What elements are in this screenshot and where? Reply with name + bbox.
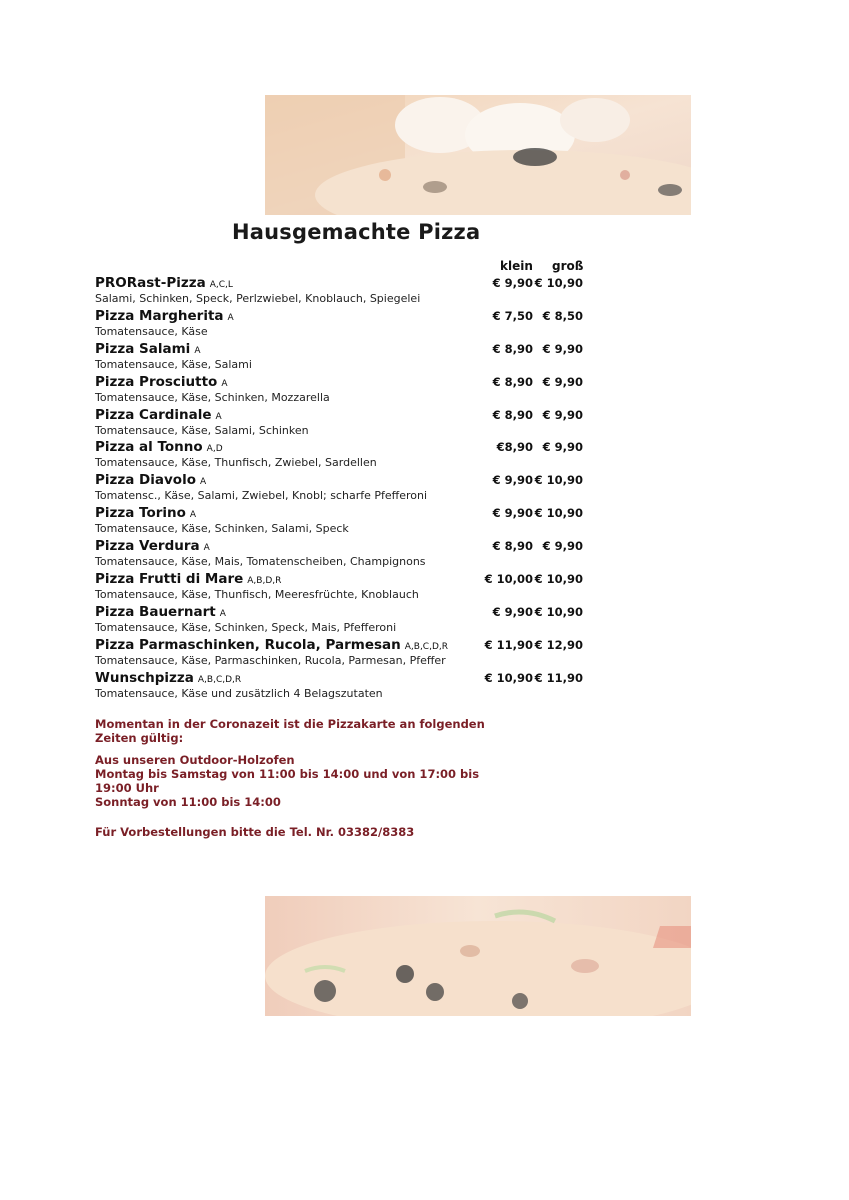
notice-intro: Momentan in der Coronazeit ist die Pizzakarte an folgenden Zeiten gültig: xyxy=(95,717,485,745)
item-description: Tomatensauce, Käse xyxy=(95,324,208,338)
top-banner-image xyxy=(265,95,691,215)
item-name-row xyxy=(95,571,281,587)
item-allergens: A,C,L xyxy=(209,280,233,290)
notice-oven: Aus unseren Outdoor-Holzofen xyxy=(95,753,295,767)
item-name: Pizza Verdura xyxy=(95,538,200,555)
price-large: € 8,50 xyxy=(542,308,583,323)
item-allergens: A xyxy=(215,411,222,422)
item-name: Pizza Margherita xyxy=(95,307,224,324)
item-name: Pizza Salami xyxy=(95,340,191,357)
item-description: Tomatensauce, Käse und zusätzlich 4 Belagszutaten xyxy=(95,686,383,700)
price-large: € 9,90 xyxy=(542,539,583,554)
item-name: Pizza Prosciutto xyxy=(95,373,218,390)
item-description: Tomatensauce, Käse, Thunfisch, Meeresfrüchte, Knoblauch xyxy=(95,588,419,602)
price-small: € 9,90 xyxy=(492,276,533,290)
item-description: Tomatensauce, Käse, Salami xyxy=(95,357,252,371)
price-large: € 9,90 xyxy=(542,440,583,455)
price-large: € 9,90 xyxy=(542,407,583,422)
notice-weekdays: Montag bis Samstag von 11:00 bis 14:00 und von 17:00 bis 19:00 Uhr xyxy=(95,767,480,795)
item-allergens: A xyxy=(219,608,226,619)
item-name: PRORast-Pizza xyxy=(95,275,206,291)
price-large: € 9,90 xyxy=(542,374,583,389)
menu-item xyxy=(95,505,595,538)
bottom-banner-image xyxy=(265,896,691,1016)
item-allergens: A xyxy=(227,312,234,323)
column-header-large: groß xyxy=(552,259,584,273)
item-name: Pizza Parmaschinken, Rucola, Parmesan xyxy=(95,636,401,653)
notice-preorder: Für Vorbestellungen bitte die Tel. Nr. 03382/8383 xyxy=(95,825,415,839)
item-name-row xyxy=(95,604,226,620)
price-small: €8,90 xyxy=(496,440,533,455)
item-description: Tomatensauce, Käse, Schinken, Salami, Speck xyxy=(95,522,349,536)
price-small: € 9,90 xyxy=(492,506,533,521)
item-description: Salami, Schinken, Speck, Perlzwiebel, Knoblauch, Spiegelei xyxy=(95,292,421,305)
item-name: Pizza al Tonno xyxy=(95,439,203,456)
item-allergens: A xyxy=(189,510,197,521)
item-name-row xyxy=(95,275,233,291)
item-name: Pizza Torino xyxy=(95,505,186,522)
menu-item xyxy=(95,308,595,341)
opening-hours-notice xyxy=(95,717,495,839)
menu-item xyxy=(95,374,595,407)
item-name-row xyxy=(95,374,228,390)
price-small: € 11,90 xyxy=(484,637,533,652)
item-allergens: A xyxy=(199,477,207,488)
price-large: € 11,90 xyxy=(534,670,583,685)
item-name-row xyxy=(95,341,200,357)
price-large: € 9,90 xyxy=(542,341,583,356)
page-title: Hausgemachte Pizza xyxy=(232,220,481,244)
item-name-row xyxy=(95,505,196,521)
menu-item xyxy=(95,275,595,308)
menu-item xyxy=(95,538,595,571)
price-small: € 8,90 xyxy=(492,341,533,356)
price-large: € 10,90 xyxy=(534,473,583,488)
menu-item xyxy=(95,472,595,505)
item-allergens: A xyxy=(194,345,201,356)
item-name-row xyxy=(95,439,223,455)
menu-item xyxy=(95,571,595,604)
item-name-row xyxy=(95,308,234,324)
item-name: Pizza Cardinale xyxy=(95,406,212,423)
price-small: € 10,90 xyxy=(484,670,533,685)
item-name-row xyxy=(95,472,206,488)
price-small: € 8,90 xyxy=(492,374,533,389)
price-small: € 8,90 xyxy=(492,539,533,554)
item-description: Tomatensauce, Käse, Schinken, Mozzarella xyxy=(95,390,330,404)
item-allergens: A,B,C,D,R xyxy=(404,641,448,652)
menu-item xyxy=(95,637,595,670)
menu-item xyxy=(95,407,595,440)
item-allergens: A xyxy=(203,543,210,554)
item-description: Tomatensauce, Käse, Salami, Schinken xyxy=(95,423,309,437)
price-small: € 10,00 xyxy=(484,572,533,587)
pizza-olive-illustration xyxy=(265,896,691,1016)
price-large: € 10,90 xyxy=(534,276,583,290)
item-allergens: A,B,C,D,R xyxy=(197,674,242,685)
item-name: Pizza Diavolo xyxy=(95,472,196,489)
item-description: Tomatensauce, Käse, Parmaschinken, Rucola, Parmesan, Pfeffer xyxy=(95,653,446,667)
item-allergens: A,D xyxy=(206,444,223,455)
pizza-mushroom-illustration xyxy=(265,95,691,215)
price-small: € 8,90 xyxy=(492,407,533,422)
notice-sunday: Sonntag von 11:00 bis 14:00 xyxy=(95,795,281,809)
item-allergens: A,B,D,R xyxy=(247,576,282,587)
price-small: € 9,90 xyxy=(492,604,533,619)
item-description: Tomatensc., Käse, Salami, Zwiebel, Knobl; scharfe Pfefferoni xyxy=(95,489,428,503)
item-allergens: A xyxy=(221,378,228,389)
item-name: Pizza Bauernart xyxy=(95,603,216,620)
item-description: Tomatensauce, Käse, Mais, Tomatenscheiben, Champignons xyxy=(95,555,426,569)
price-large: € 10,90 xyxy=(534,572,583,587)
menu-item xyxy=(95,439,595,472)
item-name: Wunschpizza xyxy=(95,669,194,686)
item-name-row xyxy=(95,538,210,554)
price-small: € 7,50 xyxy=(492,308,533,323)
pizza-menu-list xyxy=(95,275,595,703)
menu-item xyxy=(95,341,595,374)
menu-item xyxy=(95,604,595,637)
menu-item xyxy=(95,670,595,703)
item-name: Pizza Frutti di Mare xyxy=(95,571,244,588)
price-small: € 9,90 xyxy=(492,473,533,488)
item-name-row xyxy=(95,407,222,423)
item-name-row xyxy=(95,670,241,686)
column-header-small: klein xyxy=(500,259,533,273)
price-large: € 10,90 xyxy=(534,604,583,619)
price-large: € 12,90 xyxy=(534,637,583,652)
price-large: € 10,90 xyxy=(534,506,583,521)
item-name-row xyxy=(95,637,448,653)
item-description: Tomatensauce, Käse, Thunfisch, Zwiebel, Sardellen xyxy=(95,456,377,470)
item-description: Tomatensauce, Käse, Schinken, Speck, Mais, Pfefferoni xyxy=(95,620,397,634)
